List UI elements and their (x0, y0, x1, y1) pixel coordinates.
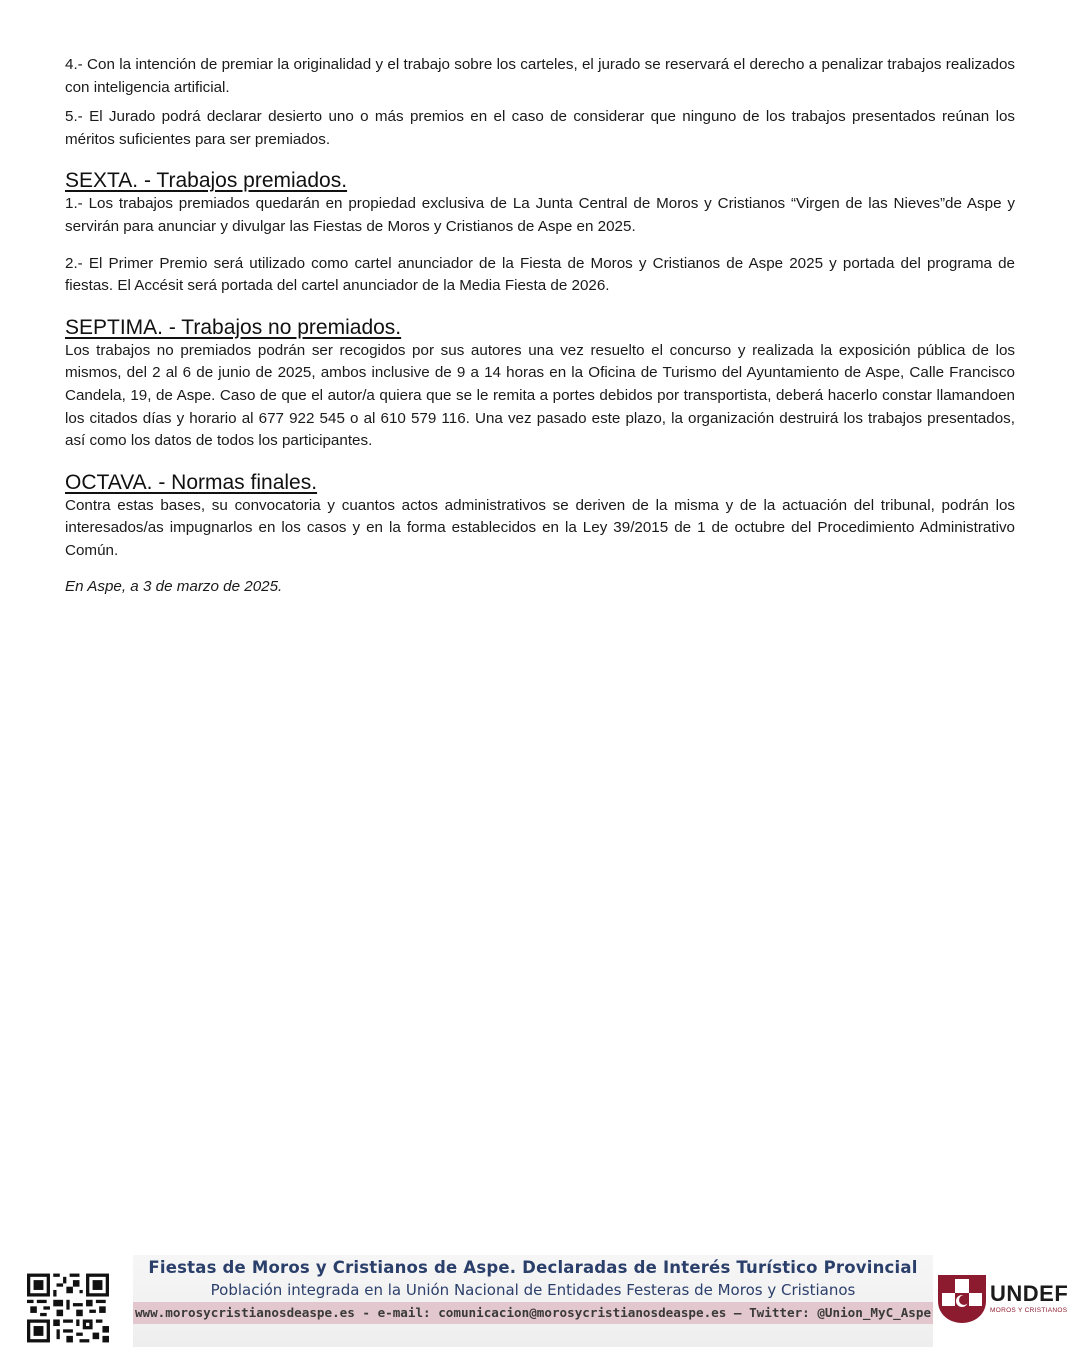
document-date: En Aspe, a 3 de marzo de 2025. (65, 577, 283, 595)
heading-sexta: SEXTA. - Trabajos premiados. (65, 169, 348, 193)
sexta-paragraph-2: 2.- El Primer Premio será utilizado como cartel anunciador de la Fiesta de Moros y Cristianos de Aspe 2025 y portada del programa de fiestas. El Accésit será portada del cartel anunciador de la Media Fiesta de 2026. (65, 254, 1015, 295)
footer-subtitle: Población integrada en la Unión Nacional de Entidades Festeras de Moros y Cristianos (210, 1281, 856, 1299)
footer-banner (133, 1255, 933, 1347)
page-footer (0, 1255, 1080, 1350)
footer-contact: www.morosycristianosdeaspe.es - e-mail: comunicacion@morosycristianosdeaspe.es — Twitter: @Union_MyC_Aspe (133, 1302, 933, 1324)
undef-logo-text: UNDEF (990, 1281, 1069, 1306)
sexta-paragraph-1: 1.- Los trabajos premiados quedarán en propiedad exclusiva de La Junta Central de Moros y Cristianos “Virgen de las Nieves”de Aspe y servirán para anunciar y divulgar las Fiestas de Moros y Cristianos de Aspe en 2025. (65, 195, 1015, 235)
heading-octava: OCTAVA. - Normas finales. (65, 470, 318, 494)
document-body (65, 54, 1015, 598)
undef-shield-icon (936, 1273, 988, 1325)
footer-title: Fiestas de Moros y Cristianos de Aspe. Declaradas de Interés Turístico Provincial (148, 1258, 918, 1277)
undef-logo (936, 1273, 1072, 1333)
paragraph-5: 5.- El Jurado podrá declarar desierto uno o más premios en el caso de considerar que ninguno de los trabajos presentados reúnan los méritos suficientes para ser premiados. (65, 108, 1015, 148)
octava-paragraph-1: Contra estas bases, su convocatoria y cuantos actos administrativos se deriven de la misma y de la actuación del tribunal, podrán los interesados/as impugnarlos en los casos y en la forma establecidos en la Ley 39/2015 de 1 de octubre del Procedimiento Administrativo Común. (65, 496, 1015, 559)
heading-septima: SEPTIMA. - Trabajos no premiados. (65, 315, 402, 339)
septima-paragraph-1: Los trabajos no premiados podrán ser recogidos por sus autores una vez resuelto el concurso y realizada la exposición pública de los mismos, del 2 al 6 de junio de 2025, ambos inclusive de 9 a 14 horas en la Oficina de Turismo del Ayuntamiento de Aspe, Calle Francisco Candela, 19, de Aspe. Caso de que el autor/a quiera que se le remita a portes debidos por transportista, deberá hacerlo constar llamandoen los citados días y horario al 677 922 545 o al 610 579 116. Una vez pasado este plazo, la organización destruirá los trabajos presentados, así como los datos de todos los participantes. (65, 341, 1015, 450)
paragraph-4: 4.- Con la intención de premiar la originalidad y el trabajo sobre los carteles, el jurado se reservará el derecho a penalizar trabajos realizados con inteligencia artificial. (65, 56, 1015, 96)
qr-code-icon (27, 1273, 109, 1343)
undef-logo-subtext: MOROS Y CRISTIANOS (990, 1307, 1068, 1314)
